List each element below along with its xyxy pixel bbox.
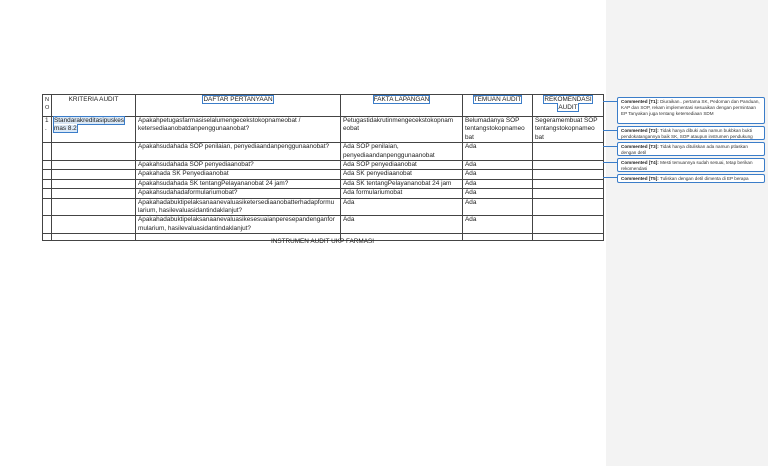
comment-t1[interactable] [617, 97, 765, 124]
cell-fakta: Ada SOP penilaian, penyediaandanpenggunaanobat [341, 143, 463, 161]
table-row [43, 189, 604, 198]
comment-label: Commented [T1]: [621, 99, 659, 104]
cell-fakta: Ada SOP penyediaanobat [341, 161, 463, 170]
cell-pertanyaan: Apakahada SK Penyediaanobat [136, 170, 341, 179]
cell-temuan: Ada [463, 216, 533, 234]
cell-kriteria[interactable]: Standarakreditasipuskes mas 8.2 [54, 117, 124, 133]
table-row [43, 216, 604, 234]
comment-t2[interactable] [617, 126, 765, 140]
table-row [43, 117, 604, 143]
cell-fakta: Ada SK penyediaanobat [341, 170, 463, 179]
comment-text: Tidak hanya dibuki ada namun bukbkan bukti pendokatangannya baik SK, SOP ataupun instrumen pendukung [621, 128, 753, 139]
comment-label: Commented [T2]: [621, 128, 659, 133]
comment-connector [603, 130, 617, 131]
cell-temuan: Ada [463, 179, 533, 188]
comment-t3[interactable] [617, 142, 765, 156]
cell-temuan: Ada [463, 170, 533, 179]
header-fakta-lapangan[interactable]: FAKTA LAPANGAN [373, 96, 430, 103]
cell-temuan: Ada [463, 189, 533, 198]
comment-connector [603, 177, 617, 178]
table-row [43, 161, 604, 170]
cell-temuan: Belumadanya SOP tentangstokopnameo bat [463, 117, 533, 143]
cell-fakta: Ada SK tentangPelayananobat 24 jam [341, 179, 463, 188]
cell-fakta: Petugastidakrutinmengecekstokopnam eobat [341, 117, 463, 143]
comment-label: Commented [T4]: [621, 160, 659, 165]
audit-table [42, 94, 604, 241]
table-row [43, 143, 604, 161]
header-rekomendasi-audit[interactable]: REKOMENDASI AUDIT [544, 96, 592, 112]
comment-connector [603, 101, 617, 102]
table-row [43, 170, 604, 179]
header-no: N O [43, 95, 52, 117]
cell-pertanyaan: Apakahadabuktipelaksanaanevaluasiketersediaanobatterhadapformu larium, hasilevaluasidantindaklanjut? [136, 198, 341, 216]
cell-fakta: Ada [341, 216, 463, 234]
comment-connector [603, 162, 617, 163]
comment-t4[interactable] [617, 158, 765, 172]
header-kriteria-audit: KRITERIA AUDIT [52, 95, 136, 117]
comment-t5[interactable] [617, 174, 765, 183]
cell-pertanyaan: Apakahsudahada SOP penyediaanobat? [136, 161, 341, 170]
cell-pertanyaan: Apakahsudahadaformulariumobat? [136, 189, 341, 198]
document-footer: INSTRUMEN AUDIT UKP FARMASI [270, 238, 375, 245]
header-daftar-pertanyaan[interactable]: DAFTAR PERTANYAAN [203, 96, 273, 103]
cell-fakta: Ada formulariumobat [341, 189, 463, 198]
header-temuan-audit[interactable]: TEMUAN AUDIT [473, 96, 522, 103]
cell-pertanyaan: Apakahadabuktipelaksanaanevaluasikesesuaianperesepandenganfor mularium, hasilevaluasidantindaklanjut? [136, 216, 341, 234]
comment-label: Commented [T3]: [621, 144, 659, 149]
comment-text: Mesti temuannya sudah sesuai, tetap berikan rekomendasi [621, 160, 753, 171]
cell-temuan: Ada [463, 161, 533, 170]
cell-no: 1. [43, 117, 52, 143]
comment-text: Tidak hanya dituliskan ada namun ptlaskan dengan detil [621, 144, 748, 155]
cell-temuan: Ada [463, 143, 533, 161]
cell-rekomendasi: Segeramembuat SOP tentangstokopnameo bat [533, 117, 604, 143]
table-row [43, 179, 604, 188]
comment-text: Diuraikan.. pertama SK, Pedoman dan Panduan, KAP dan SOP, rekam implementasi sesuaikan dengan permintaan EP Tanyakan juga tentang ketersediaan SDM [621, 99, 760, 116]
table-row [43, 198, 604, 216]
table-header-row [43, 95, 604, 117]
cell-pertanyaan: Apakahpetugasfarmasiselalumengecekstokopnameobat / ketersediaanobatdanpenggunaanobat? [136, 117, 341, 143]
comment-connector [603, 146, 617, 147]
cell-fakta: Ada [341, 198, 463, 216]
comment-label: Commented [T5]: [621, 176, 659, 181]
comments-pane [606, 0, 768, 466]
comment-text: Tuliskan dengan detil dimenta di EP berapa [659, 176, 749, 181]
cell-temuan: Ada [463, 198, 533, 216]
cell-pertanyaan: Apakahsudahada SK tentangPelayananobat 24 jam? [136, 179, 341, 188]
cell-pertanyaan: Apakahsudahada SOP penilaian, penyediaandanpenggunaanobat? [136, 143, 341, 161]
